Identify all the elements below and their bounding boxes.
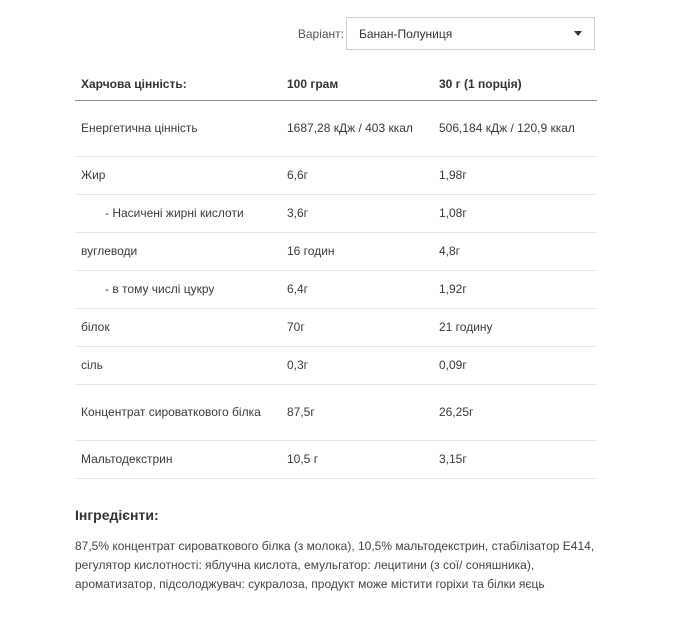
row-per-100g: 70г [287, 320, 305, 334]
table-row [75, 157, 597, 195]
row-per-serving: 1,92г [439, 282, 467, 296]
table-row [75, 441, 597, 479]
row-per-serving: 3,15г [439, 452, 467, 466]
variant-row [0, 17, 680, 51]
variant-selected-value: Банан-Полуниця [359, 26, 453, 41]
nutrition-header-row [75, 68, 597, 101]
row-per-100g: 6,4г [287, 282, 309, 296]
variant-select[interactable] [346, 17, 595, 50]
row-name: Жир [81, 168, 106, 182]
table-row [75, 195, 597, 233]
row-per-100g: 10,5 г [287, 452, 319, 466]
variant-label: Варіант: [297, 27, 344, 41]
row-per-serving: 1,98г [439, 168, 467, 182]
row-per-100g: 3,6г [287, 206, 309, 220]
row-per-100g: 6,6г [287, 168, 309, 182]
row-name: білок [81, 320, 110, 334]
row-per-serving: 1,08г [439, 206, 467, 220]
row-per-serving: 21 годину [439, 320, 493, 334]
row-name: Енергетична цінність [81, 121, 198, 135]
table-row [75, 347, 597, 385]
nutrition-table [75, 68, 597, 479]
row-name: Концентрат сироваткового білка [81, 405, 261, 419]
row-name: сіль [81, 358, 103, 372]
row-name: вуглеводи [81, 244, 138, 258]
row-per-100g: 0,3г [287, 358, 309, 372]
header-per-100g: 100 грам [287, 76, 339, 91]
ingredients-title: Інгредієнти: [75, 507, 159, 523]
table-row [75, 309, 597, 347]
row-per-serving: 506,184 кДж / 120,9 ккал [439, 121, 575, 135]
ingredients-text: 87,5% концентрат сироваткового білка (з молока), 10,5% мальтодекстрин, стабілізатор Е414, регулятор кислотності: яблучна кислота, емульгатор: лецитини (з сої/ соняшника), ароматизатор, підсолоджувач: сукралоза, продукт може містити горіхи та білки яєць [75, 539, 595, 591]
table-row [75, 233, 597, 271]
row-per-100g: 1687,28 кДж / 403 ккал [287, 121, 413, 135]
header-nutrition: Харчова цінність: [81, 76, 187, 91]
row-name: - в тому числі цукру [105, 282, 215, 296]
dropdown-arrow-icon [574, 31, 582, 36]
table-row [75, 385, 597, 441]
table-row [75, 271, 597, 309]
header-per-serving: 30 г (1 порція) [439, 76, 522, 91]
row-per-serving: 26,25г [439, 405, 474, 419]
row-name: - Насичені жирні кислоти [105, 206, 244, 220]
row-name: Мальтодекстрин [81, 452, 173, 466]
row-per-100g: 87,5г [287, 405, 315, 419]
table-row [75, 101, 597, 157]
row-per-serving: 0,09г [439, 358, 467, 372]
row-per-serving: 4,8г [439, 244, 461, 258]
row-per-100g: 16 годин [287, 244, 335, 258]
